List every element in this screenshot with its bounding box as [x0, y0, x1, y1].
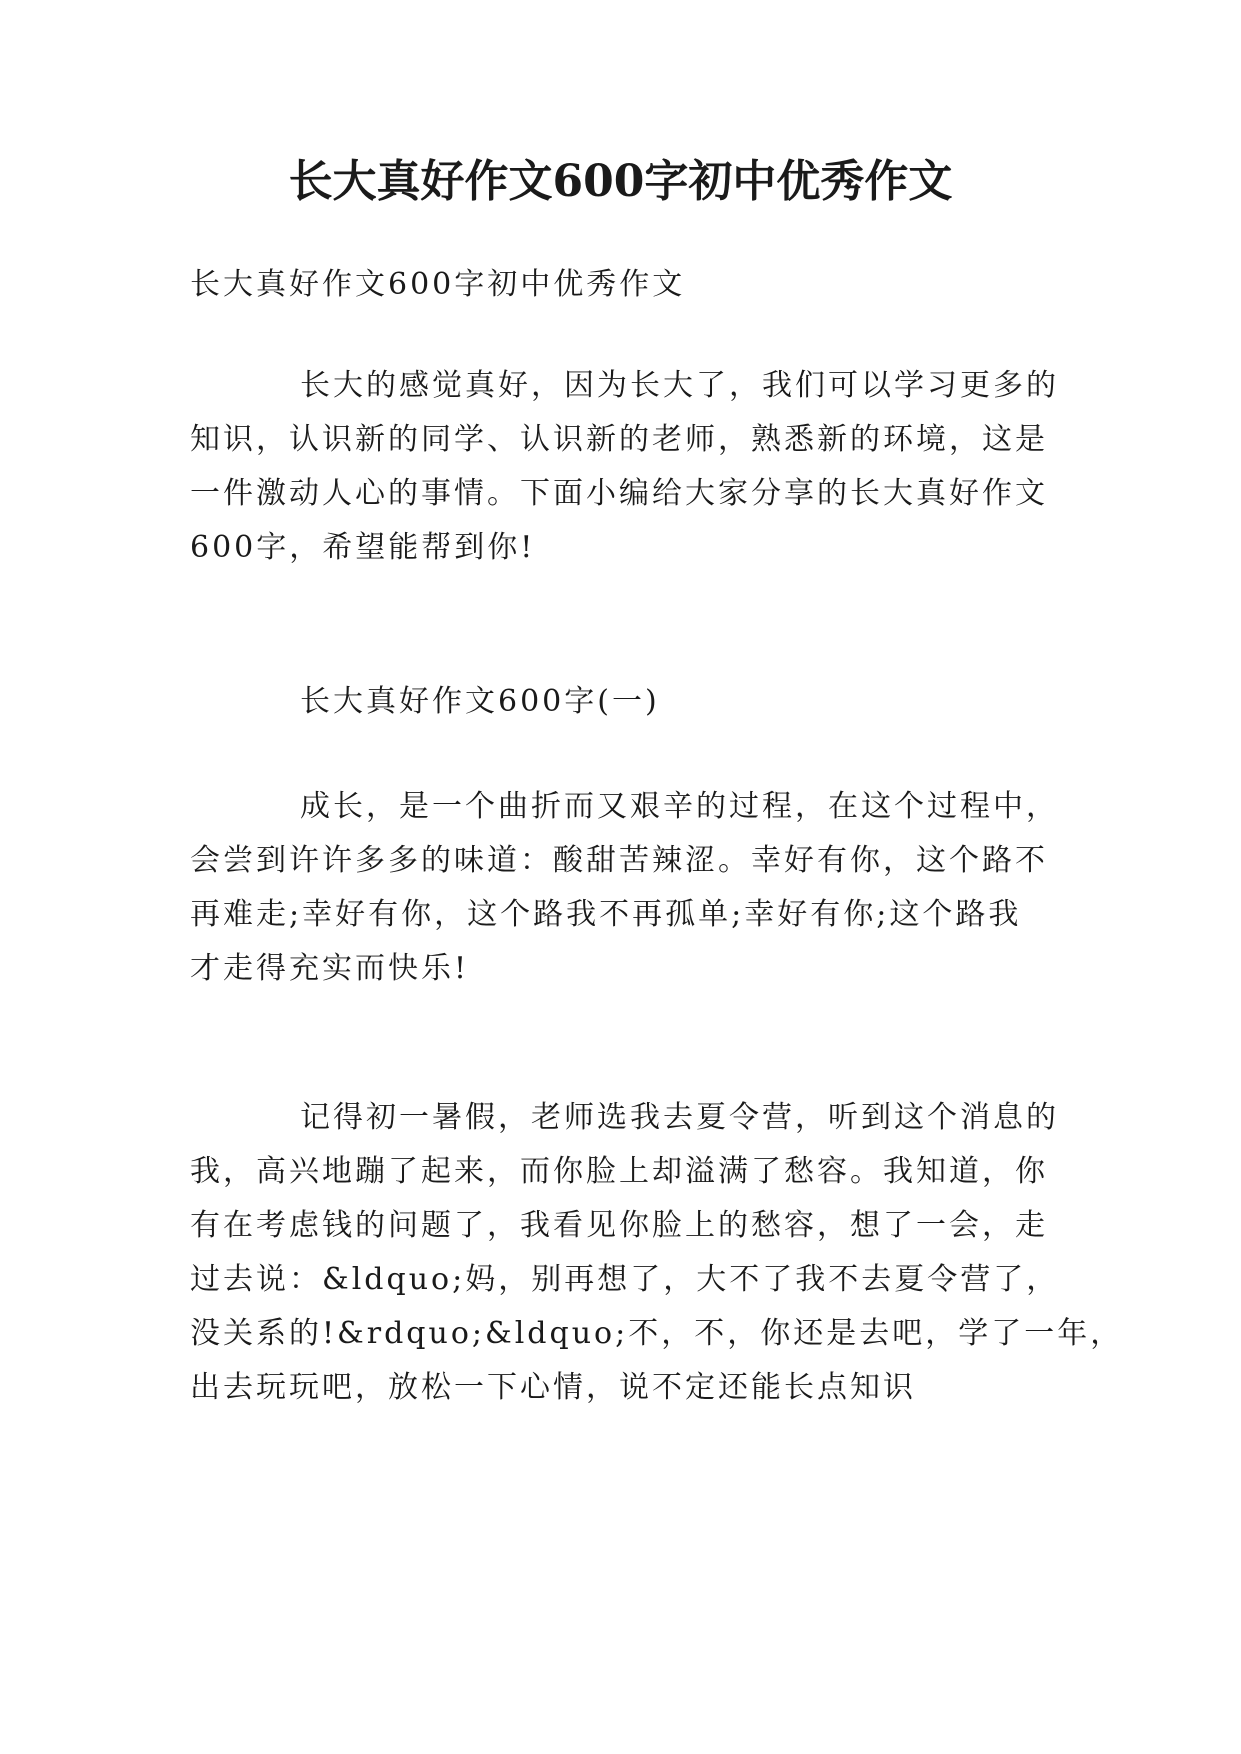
paragraph-line: 过去说：&ldquo;妈，别再想了，大不了我不去夏令营了， — [190, 1262, 1060, 1297]
document-subtitle: 长大真好作文600字初中优秀作文 — [190, 267, 686, 302]
document-title: 长大真好作文600字初中优秀作文 — [288, 156, 953, 207]
paragraph-line: 再难走;幸好有你，这个路我不再孤单;幸好有你;这个路我 — [190, 897, 1022, 932]
paragraph-line: 没关系的!&rdquo;&ldquo;不，不，你还是去吧，学了一年， — [190, 1316, 1124, 1351]
paragraph-line: 有在考虑钱的问题了，我看见你脸上的愁容，想了一会，走 — [190, 1208, 1048, 1243]
paragraph-line: 出去玩玩吧，放松一下心情，说不定还能长点知识 — [190, 1370, 916, 1405]
section-heading: 长大真好作文600字(一) — [300, 684, 660, 719]
intro-line: 600字，希望能帮到你! — [190, 530, 536, 565]
intro-line: 长大的感觉真好，因为长大了，我们可以学习更多的 — [300, 368, 1059, 403]
intro-line: 知识，认识新的同学、认识新的老师，熟悉新的环境，这是 — [190, 422, 1048, 457]
paragraph-line: 我，高兴地蹦了起来，而你脸上却溢满了愁容。我知道，你 — [190, 1154, 1048, 1189]
paragraph-line: 会尝到许许多多的味道：酸甜苦辣涩。幸好有你，这个路不 — [190, 843, 1048, 878]
intro-line: 一件激动人心的事情。下面小编给大家分享的长大真好作文 — [190, 476, 1048, 511]
paragraph-line: 才走得充实而快乐! — [190, 951, 470, 986]
paragraph-line: 成长，是一个曲折而又艰辛的过程，在这个过程中， — [300, 789, 1059, 824]
paragraph-line: 记得初一暑假，老师选我去夏令营，听到这个消息的 — [300, 1100, 1059, 1135]
